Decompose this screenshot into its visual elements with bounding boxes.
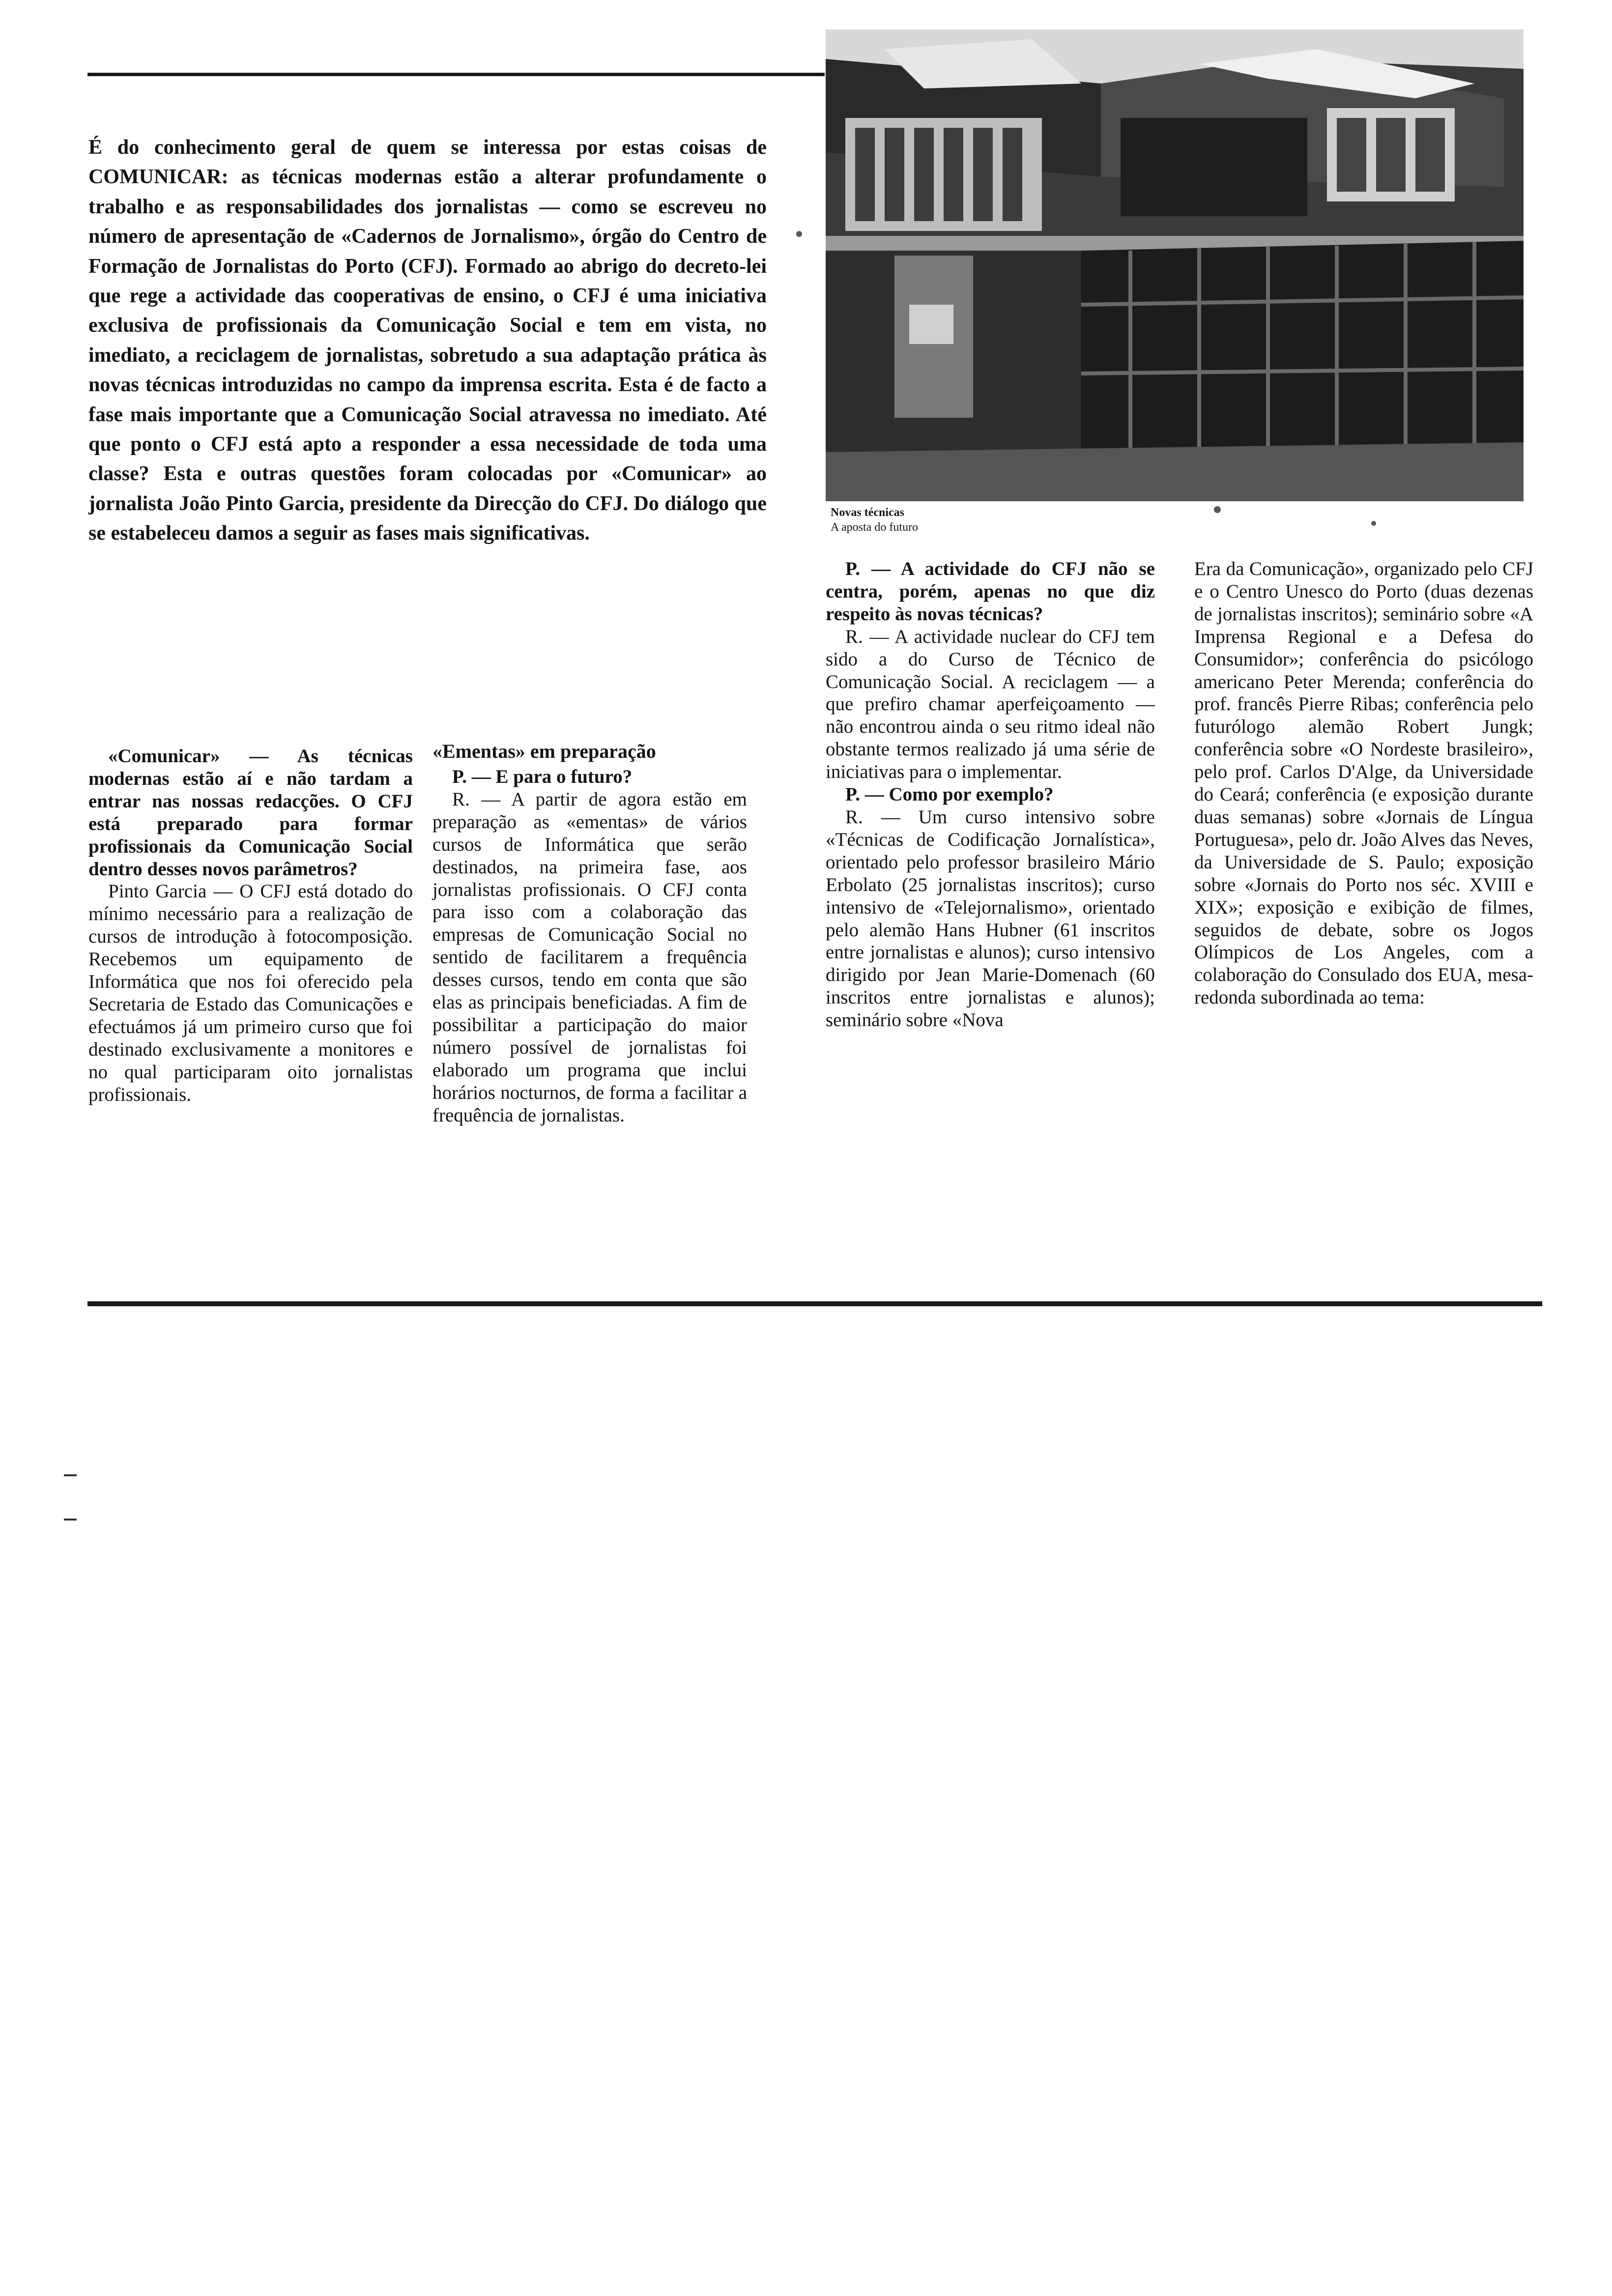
margin-mark bbox=[64, 1474, 77, 1476]
interview-answer: Pinto Garcia — O CFJ está dotado do mínimo necessário para a realização de cursos de introdução à fotocomposição. Recebemos um equipamento de Informática que nos foi oferecido pela Secretaria de Estado das Comunicações e efectuámos já um primeiro curso que foi destinado exclusivamente a monitores e no qual participaram oito jornalistas profissionais. bbox=[88, 881, 413, 1105]
photo-caption-subtitle: A aposta do futuro bbox=[831, 521, 918, 534]
print-speck bbox=[796, 231, 802, 237]
interview-answer: R. — A partir de agora estão em preparação as «ementas» de vários cursos de Informática que serão destinados, na primeira fase, aos jornalistas profissionais. O CFJ conta para isso com a colaboração das empresas de Comunicação Social no sentido de facilitarem a frequência desses cursos, tendo em conta que são elas as principais beneficiadas. A fim de possibilitar a participação do maior número possível de jornalistas foi elaborado um programa que inclui horários nocturnos, de forma a facilitar a frequência de jornalistas. bbox=[432, 788, 747, 1126]
interview-question: P. — Como por exemplo? bbox=[845, 784, 1054, 805]
section-heading: «Ementas» em preparação bbox=[432, 740, 656, 762]
top-rule bbox=[87, 73, 825, 76]
interview-question: «Comunicar» — As técnicas modernas estão aí e não tardam a entrar nas nossas redacções. O CFJ está preparado para formar profissionais da Comunicação Social dentro desses novos parâmetros? bbox=[88, 746, 413, 880]
interview-question: P. — A actividade do CFJ não se centra, porém, apenas no que diz respeito às novas técnicas? bbox=[826, 558, 1155, 625]
photo-caption bbox=[831, 505, 1125, 535]
bottom-rule bbox=[87, 1301, 1542, 1306]
photo-caption-title: Novas técnicas bbox=[831, 506, 904, 519]
column-4 bbox=[1194, 558, 1533, 1009]
interview-answer: R. — Um curso intensivo sobre «Técnicas de Codificação Jornalística», orientado pelo professor brasileiro Mário Erbolato (25 jornalistas inscritos); curso intensivo de «Telejornalismo», orientado pelo alemão Hans Hubner (61 inscritos entre jornalistas e alunos); curso intensivo dirigido por Jean Marie-Domenach (60 inscritos entre jornalistas e alunos); seminário sobre «Nova bbox=[826, 806, 1155, 1031]
article-lead: É do conhecimento geral de quem se interessa por estas coisas de COMUNICAR: as técnicas modernas estão a alterar profundamente o trabalho e as responsabilidades dos jornalistas — como se escreveu no número de apresentação de «Cadernos de Jornalismo», órgão do Centro de Formação de Jornalistas do Porto (CFJ). Formado ao abrigo do decreto-lei que rege a actividade das cooperativas de ensino, o CFJ é uma iniciativa exclusiva de profissionais da Comunicação Social e tem em vista, no imediato, a reciclagem de jornalistas, sobretudo a sua adaptação prática às novas técnicas introduzidas no campo da imprensa escrita. Esta é de facto a fase mais importante que a Comunicação Social atravessa no imediato. Até que ponto o CFJ está apto a responder a essa necessidade de toda uma classe? Esta e outras questões foram colocadas por «Comunicar» ao jornalista João Pinto Garcia, presidente da Direcção do CFJ. Do diálogo que se estabeleceu damos a seguir as fases mais significativas. bbox=[88, 136, 767, 545]
interview-question: P. — E para o futuro? bbox=[452, 766, 633, 787]
column-2 bbox=[432, 740, 747, 1127]
interview-answer: R. — A actividade nuclear do CFJ tem sido a do Curso de Técnico de Comunicação Social. A reciclagem — a que prefiro chamar aperfeiçoamento — não encontrou ainda o seu ritmo ideal não obstante termos realizado já uma série de iniciativas para o implementar. bbox=[826, 626, 1155, 783]
article-photo bbox=[826, 29, 1524, 501]
interview-answer-continued: Era da Comunicação», organizado pelo CFJ e o Centro Unesco do Porto (duas dezenas de jornalistas inscritos); seminário sobre «A Imprensa Regional e a Defesa do Consumidor»; conferência do psicólogo americano Peter Merenda; conferência do prof. francês Pierre Ribas; conferência pelo futurólogo alemão Robert Jungk; conferência sobre «O Nordeste brasileiro», pelo prof. Carlos D'Alge, da Universidade do Ceará; conferência (e exposição durante duas semanas) sobre «Jornais de Língua Portuguesa», pelo dr. João Alves das Neves, da Universidade de S. Paulo; exposição sobre «Jornais do Porto nos séc. XVIII e XIX»; exposição e exibição de filmes, seguidos de debate, sobre os Jogos Olímpicos de Los Angeles, com a colaboração do Consulado dos EUA, mesa-redonda subordinada ao tema: bbox=[1194, 558, 1533, 1008]
column-3 bbox=[826, 558, 1155, 1032]
column-1 bbox=[88, 745, 413, 1106]
margin-mark bbox=[64, 1519, 77, 1521]
print-speck bbox=[1214, 506, 1221, 513]
print-speck bbox=[1371, 521, 1376, 526]
building-photo-illustration bbox=[826, 29, 1524, 501]
